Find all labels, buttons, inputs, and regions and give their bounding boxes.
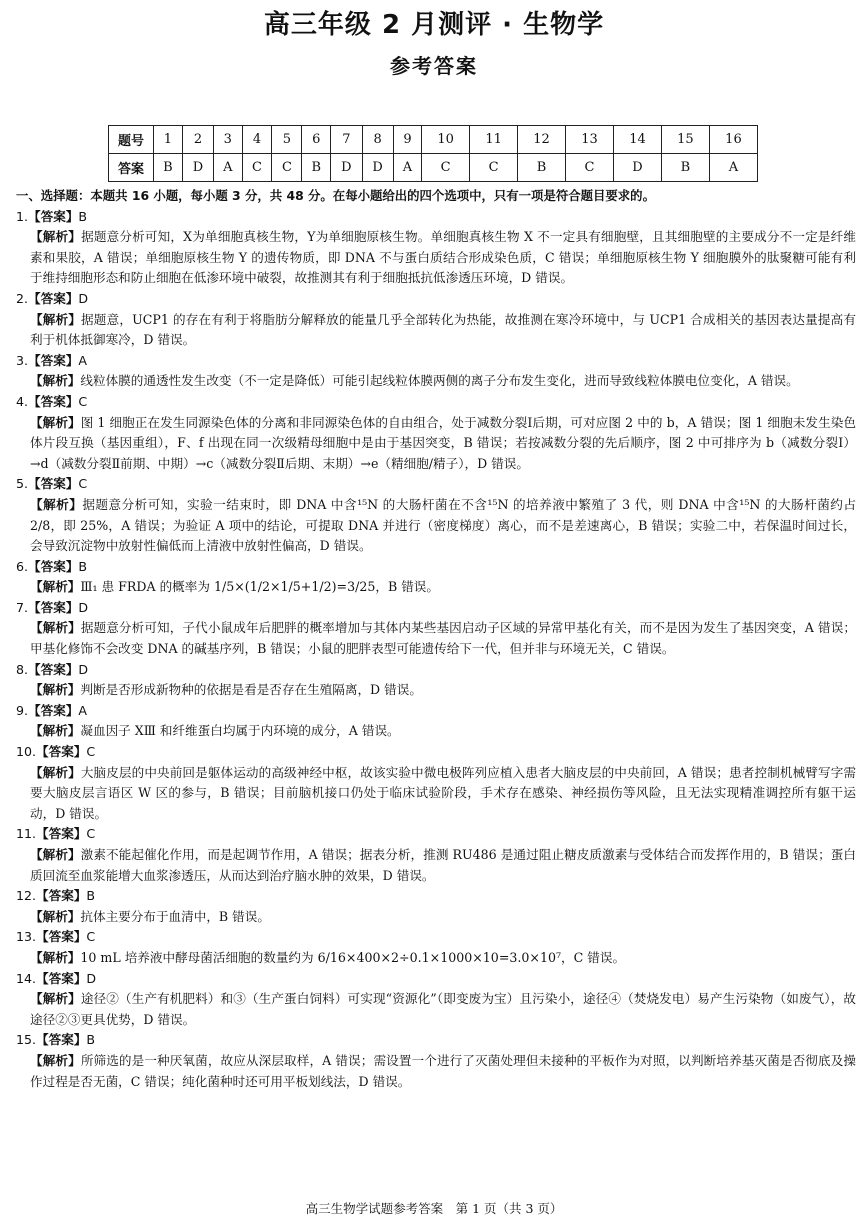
table-cell: A (393, 154, 421, 182)
answer-tag: 【答案】 (28, 661, 79, 677)
list-item (16, 557, 856, 598)
row-label-answer: 答案 (109, 154, 154, 182)
table-cell: B (154, 154, 183, 182)
explanation-text: Ⅲ₁ 患 FRDA 的概率为 1/5×(1/2×1/5+1/2)=3/25，B 错误。 (80, 579, 439, 595)
answer-line (16, 927, 856, 948)
question-number: 3. (16, 352, 29, 368)
answer-line (16, 557, 856, 578)
table-cell: 15 (661, 126, 709, 154)
answer-tag: 【答案】 (28, 702, 79, 718)
answer-tag: 【答案】 (28, 393, 79, 409)
list-item (16, 598, 856, 660)
answer-value: D (78, 599, 89, 615)
explanation-line (16, 680, 856, 701)
explanation-tag: 【解析】 (30, 764, 81, 780)
answer-tag: 【答案】 (28, 208, 79, 224)
explanation-text: 大脑皮层的中央前回是躯体运动的高级神经中枢，故该实验中微电极阵列应植入患者大脑皮层的中央前回，A 错误；患者控制机械臂写字需要大脑皮层言语区 W 区的参与，B 错误；目前脑机接口仍处于临床试验阶段，手术存在感染、神经损伤等风险，且无法实现精准调控所有躯干运动，D 错误。 (30, 764, 856, 821)
table-cell: B (302, 154, 331, 182)
table-cell: 7 (331, 126, 362, 154)
list-item (16, 742, 856, 824)
answer-tag: 【答案】 (28, 558, 79, 574)
answer-value: D (78, 661, 89, 677)
question-number: 5. (16, 476, 29, 492)
explanation-text: 据题意分析可知，子代小鼠成年后肥胖的概率增加与其体内某些基因启动子区域的异常甲基化有关，而不是因为发生了基因突变，A 错误；甲基化修饰不会改变 DNA 的碱基序列，B 错误；小鼠的肥胖表型可能遗传给下一代，但并非与环境无关，C 错误。 (30, 620, 856, 657)
explanation-text: 途径②（生产有机肥料）和③（生产蛋白饲料）可实现“资源化”（即变废为宝）且污染小，途径④（焚烧发电）易产生污染物（如废气），故途径②③更具优势，D 错误。 (30, 991, 857, 1027)
explanation-text: 10 mL 培养液中酵母菌活细胞的数量约为 6/16×400×2÷0.1×1000×10=3.0×10⁷，C 错误。 (80, 949, 626, 965)
answer-line (16, 598, 856, 619)
question-number: 13. (16, 929, 37, 945)
list-item (16, 207, 856, 289)
answer-value: C (86, 929, 96, 945)
table-cell: B (661, 154, 709, 182)
answer-tag: 【答案】 (36, 744, 87, 760)
answer-table-answer-row (109, 154, 758, 182)
table-cell: 3 (214, 126, 242, 154)
explanation-tag: 【解析】 (30, 579, 81, 595)
question-number: 12. (16, 888, 37, 904)
table-cell: 9 (393, 126, 421, 154)
table-cell: C (422, 154, 470, 182)
explanation-tag: 【解析】 (30, 1052, 81, 1068)
table-cell: D (613, 154, 661, 182)
explanation-text: 抗体主要分布于血清中，B 错误。 (80, 908, 270, 924)
table-cell: C (470, 154, 518, 182)
explanation-line (16, 721, 856, 742)
list-item (16, 927, 856, 968)
answer-line (16, 886, 856, 907)
answer-value: A (78, 702, 88, 718)
page-title: 高三年级 2 月测评 · 生物学 (263, 10, 605, 40)
list-item (16, 1030, 856, 1092)
table-cell: 4 (242, 126, 272, 154)
answer-value: B (86, 1032, 96, 1048)
answer-value: B (86, 888, 96, 904)
answer-value: C (86, 744, 96, 760)
table-cell: A (214, 154, 242, 182)
explanation-line (16, 1051, 856, 1092)
answer-value: C (78, 393, 88, 409)
answer-line (16, 1030, 856, 1051)
table-cell: B (518, 154, 566, 182)
question-number: 7. (16, 599, 29, 615)
table-cell: C (566, 154, 614, 182)
table-cell: 11 (470, 126, 518, 154)
answer-line (16, 392, 856, 413)
answer-line (16, 474, 856, 495)
explanation-tag: 【解析】 (30, 620, 81, 636)
answer-tag: 【答案】 (36, 929, 87, 945)
answer-line (16, 207, 856, 228)
explanation-text: 所筛选的是一种厌氧菌，故应从深层取样，A 错误；需设置一个进行了灭菌处理但未接种的平板作为对照，以判断培养基灭菌是否彻底及操作过程是否无菌，C 错误；纯化菌种时还可用平板划线法，D 错误。 (30, 1052, 856, 1089)
question-number: 4. (16, 393, 29, 409)
section-title: 一、选择题：本题共 16 小题，每小题 3 分，共 48 分。在每小题给出的四个选项中，只有一项是符合题目要求的。 (16, 188, 655, 203)
table-cell: 14 (613, 126, 661, 154)
question-number: 15. (16, 1032, 37, 1048)
explanation-line (16, 310, 856, 351)
answer-value: B (78, 208, 88, 224)
explanation-line (16, 948, 856, 969)
answer-tag: 【答案】 (36, 1032, 87, 1048)
answer-tag: 【答案】 (28, 352, 79, 368)
explanation-line (16, 371, 856, 392)
table-cell: D (182, 154, 213, 182)
explanation-tag: 【解析】 (30, 229, 82, 245)
explanation-tag: 【解析】 (30, 991, 81, 1007)
table-cell: D (362, 154, 393, 182)
explanation-line (16, 618, 856, 659)
answer-tag: 【答案】 (36, 970, 87, 986)
answer-line (16, 351, 856, 372)
explanation-text: 据题意，UCP1 的存在有利于将脂肪分解释放的能量几乎全部转化为热能，故推测在寒冷环境中，与 UCP1 合成相关的基因表达量提高有利于机体抵御寒冷，D 错误。 (30, 311, 856, 348)
explanation-line (16, 495, 856, 557)
answer-line (16, 742, 856, 763)
list-item (16, 474, 856, 556)
answer-tag: 【答案】 (36, 888, 87, 904)
explanation-line (16, 907, 856, 928)
table-cell: 8 (362, 126, 393, 154)
list-item (16, 969, 856, 1031)
table-cell: 1 (154, 126, 183, 154)
answer-table-number-row (109, 126, 758, 154)
answer-line (16, 289, 856, 310)
explanation-line (16, 413, 856, 475)
explanation-text: 图 1 细胞正在发生同源染色体的分离和非同源染色体的自由组合，处于减数分裂Ⅰ后期，可对应图 2 中的 b，A 错误；图 1 细胞未发生染色体片段互换（基因重组），F、f 出现在同一次级精母细胞中是由于基因突变，B 错误；若按减数分裂的先后顺序，图 2 中可排序为 b（减数分裂Ⅰ）→d（减数分裂Ⅱ前期、中期）→c（减数分裂Ⅱ后期、末期）→e（精细胞/精子），D 错误。 (30, 414, 856, 471)
answer-value: C (86, 826, 96, 842)
explanation-list (16, 207, 856, 1093)
explanation-text: 凝血因子 XⅢ 和纤维蛋白均属于内环境的成分，A 错误。 (80, 723, 400, 739)
answer-value: D (78, 290, 89, 306)
table-cell: C (242, 154, 272, 182)
table-cell: 12 (518, 126, 566, 154)
question-number: 6. (16, 558, 29, 574)
table-cell: C (272, 154, 302, 182)
table-cell: D (331, 154, 362, 182)
question-number: 2. (16, 290, 29, 306)
explanations (16, 186, 856, 1092)
explanation-text: 据题意分析可知，实验一结束时，即 DNA 中含¹⁵N 的大肠杆菌在不含¹⁵N 的培养液中繁殖了 3 代，则 DNA 中含¹⁵N 的大肠杆菌约占 2/8，即 25%，A 错误；为验证 A 项中的结论，可提取 DNA 并进行（密度梯度）离心，而不是差速离心，B 错误；实验二中，若保温时间过长，会导致沉淀物中放射性偏低而上清液中放射性偏高，D 错误。 (30, 496, 856, 554)
answer-value: A (78, 352, 88, 368)
explanation-text: 据题意分析可知，X为单细胞真核生物，Y为单细胞原核生物。单细胞真核生物 X 不一定具有细胞壁，且其细胞壁的主要成分不一定是纤维素和果胶，A 错误；单细胞原核生物 Y 的遗传物质，即 DNA 不与蛋白质结合形成染色质，C 错误；单细胞原核生物 Y 细胞膜外的肽聚糖可能有利于维持细胞形态和防止细胞在低渗环境中破裂，故推测其有利于细胞抵抗低渗透压环境，D 错误。 (30, 229, 857, 286)
explanation-tag: 【解析】 (30, 311, 82, 327)
table-cell: 13 (566, 126, 614, 154)
explanation-tag: 【解析】 (30, 949, 81, 965)
explanation-text: 线粒体膜的通透性发生改变（不一定是降低）可能引起线粒体膜两侧的离子分布发生变化，进而导致线粒体膜电位变化，A 错误。 (80, 373, 799, 389)
question-number: 14. (16, 970, 37, 986)
table-cell: 16 (709, 126, 757, 154)
question-number: 9. (16, 702, 29, 718)
question-number: 8. (16, 661, 29, 677)
question-number: 11. (16, 826, 37, 842)
explanation-line (16, 227, 856, 289)
answer-tag: 【答案】 (36, 826, 87, 842)
list-item (16, 392, 856, 474)
explanation-tag: 【解析】 (30, 496, 83, 512)
table-cell: A (709, 154, 757, 182)
list-item (16, 886, 856, 927)
page-subtitle: 参考答案 (390, 54, 478, 78)
answer-tag: 【答案】 (28, 599, 79, 615)
answer-line (16, 969, 856, 990)
answer-value: B (78, 558, 88, 574)
explanation-line (16, 989, 856, 1030)
explanation-line (16, 763, 856, 825)
list-item (16, 660, 856, 701)
question-number: 10. (16, 744, 37, 760)
page-footer: 高三生物学试题参考答案 第 1 页（共 3 页） (305, 1201, 563, 1216)
row-label-number: 题号 (109, 126, 154, 154)
answer-line (16, 701, 856, 722)
explanation-tag: 【解析】 (30, 373, 81, 389)
explanation-line (16, 577, 856, 598)
answer-line (16, 660, 856, 681)
answer-value: D (86, 970, 97, 986)
explanation-tag: 【解析】 (30, 414, 81, 430)
list-item (16, 824, 856, 886)
explanation-tag: 【解析】 (30, 682, 81, 698)
answer-tag: 【答案】 (28, 290, 79, 306)
question-number: 1. (16, 208, 29, 224)
explanation-tag: 【解析】 (30, 908, 81, 924)
explanation-line (16, 845, 856, 886)
explanation-text: 激素不能起催化作用，而是起调节作用，A 错误；据表分析，推测 RU486 是通过阻止糖皮质激素与受体结合而发挥作用的，B 错误；蛋白质回流至血浆能增大血浆渗透压，从而达到治疗脑水肿的效果，D 错误。 (30, 847, 857, 883)
list-item (16, 289, 856, 351)
table-cell: 6 (302, 126, 331, 154)
answer-line (16, 824, 856, 845)
answer-tag: 【答案】 (28, 476, 79, 492)
answer-value: C (78, 476, 88, 492)
table-cell: 2 (182, 126, 213, 154)
answer-table (108, 125, 758, 182)
explanation-tag: 【解析】 (30, 847, 81, 862)
table-cell: 5 (272, 126, 302, 154)
list-item (16, 701, 856, 742)
list-item (16, 351, 856, 392)
explanation-text: 判断是否形成新物种的依据是看是否存在生殖隔离，D 错误。 (80, 682, 422, 698)
explanation-tag: 【解析】 (30, 723, 81, 739)
table-cell: 10 (422, 126, 470, 154)
